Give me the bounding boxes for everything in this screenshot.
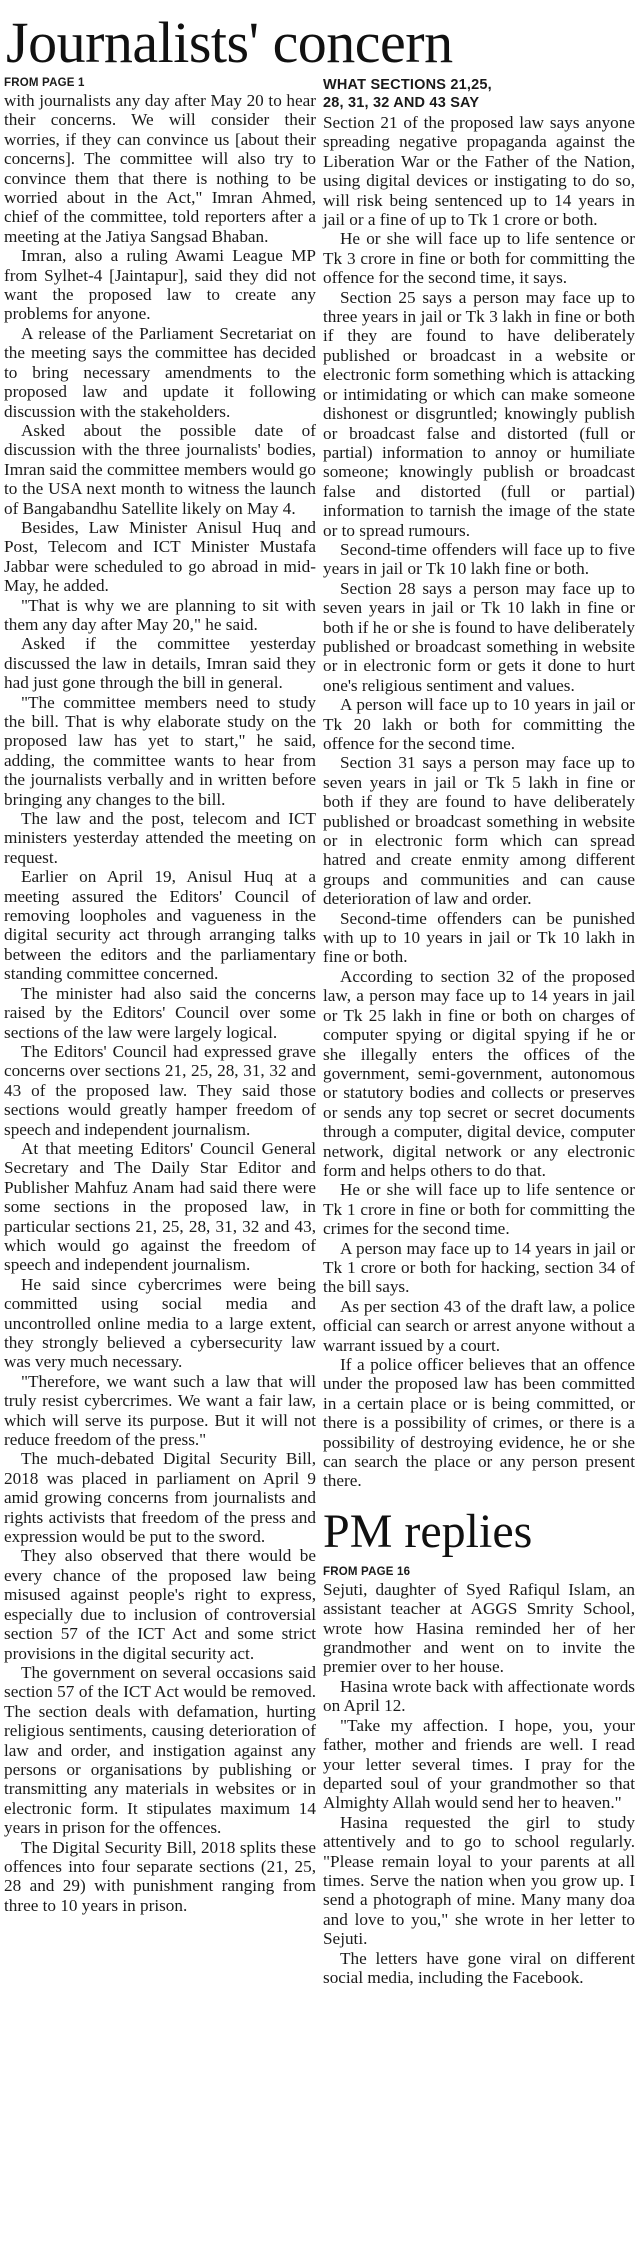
body-paragraph: "That is why we are planning to sit with them any day after May 20," he said. (4, 595, 316, 634)
sections-subhead-line: 28, 31, 32 AND 43 SAY (323, 95, 480, 111)
body-paragraph: The Editors' Council had expressed grave concerns over sections 21, 25, 28, 31, 32 and 43 of the proposed law. They said those sections would greatly hamper freedom of speech and independent journalism. (4, 1041, 316, 1139)
body-paragraph: The much-debated Digital Security Bill, 2018 was placed in parliament on April 9 amid growing concerns from journalists and rights activists that freedom of the press and expression would be put to the sword. (4, 1449, 316, 1547)
body-paragraph: Section 21 of the proposed law says anyone spreading negative propaganda against the Liberation War or the Father of the Nation, using digital devices or instigating to do so, will risk being sentenced up to 14 years in jail or a fine of up to Tk 1 crore or both. (323, 113, 635, 230)
body-paragraph: He or she will face up to life sentence or Tk 3 crore in fine or both for committing the offence for the second time, it says. (323, 229, 635, 288)
body-paragraph: Besides, Law Minister Anisul Huq and Post, Telecom and ICT Minister Mustafa Jabbar were scheduled to go abroad in mid-May, he added. (4, 517, 316, 596)
body-paragraph: The law and the post, telecom and ICT ministers yesterday attended the meeting on request. (4, 809, 316, 867)
body-paragraph: with journalists any day after May 20 to hear their concerns. We will consider their worries, if they can convince us [about their concerns]. The committee will also try to convince them that there is nothing to be worried about in the Act," Imran Ahmed, chief of the committee, told reporters after a meeting at the Jatiya Sangsad Bhaban. (4, 91, 316, 246)
body-paragraph: If a police officer believes that an offence under the proposed law has been committed in a certain place or is being committed, or there is a possibility of crimes, or there is a possibility of destroying evidence, he or she can search the place or any person present there. (323, 1355, 635, 1491)
body-paragraph: Sejuti, daughter of Syed Rafiqul Islam, an assistant teacher at AGGS Smrity School, wrote how Hasina reminded her of her grandmother and went on to invite the premier over to her house. (323, 1579, 635, 1677)
body-paragraph: They also observed that there would be every chance of the proposed law being misused against people's right to express, especially due to inclusion of controversial section 57 of the ICT Act and some strict provisions in the digital security act. (4, 1546, 316, 1663)
body-paragraph: The government on several occasions said section 57 of the ICT Act would be removed. The section deals with defamation, hurting religious sentiments, causing deterioration of law and order, and instigation against any persons or organisations by publishing or transmitting any materials in websites or in electronic form. It stipulates maximum 14 years in prison for the offences. (4, 1662, 316, 1838)
body-paragraph: The letters have gone viral on different social media, including the Facebook. (323, 1948, 635, 1987)
body-paragraph: A person may face up to 14 years in jail or Tk 1 crore or both for hacking, section 34 of the bill says. (323, 1238, 635, 1297)
body-paragraph: He said since cybercrimes were being committed using social media and uncontrolled online media to a large extent, they strongly believed a cybersecurity law was very much necessary. (4, 1274, 316, 1372)
right-column (323, 76, 635, 1987)
sections-subhead (323, 76, 635, 112)
body-paragraph: "Take my affection. I hope, you, your father, mother and friends are well. I read your letter several times. I pray for the departed soul of your grandmother so that Almighty Allah would send her to heaven." (323, 1715, 635, 1813)
article-headline: Journalists' concern (6, 10, 453, 75)
body-paragraph: Earlier on April 19, Anisul Huq at a meeting assured the Editors' Council of removing loopholes and vagueness in the digital security act through arranging talks between the editors and the parliamentary standing committee concerned. (4, 867, 316, 984)
body-paragraph: "The committee members need to study the bill. That is why elaborate study on the proposed law has yet to start," he said, adding, the committee wants to hear from the journalists verbally and in written before bringing any changes to the bill. (4, 692, 316, 809)
article-columns (4, 76, 635, 1987)
body-paragraph: As per section 43 of the draft law, a police official can search or arrest anyone without a warrant issued by a court. (323, 1296, 635, 1355)
sections-subhead-line: WHAT SECTIONS 21,25, (323, 77, 492, 93)
body-paragraph: According to section 32 of the proposed law, a person may face up to 14 years in jail or Tk 25 lakh in fine or both on charges of computer spying or digital spying if he or she illegally enters the offices of the government, semi-government, autonomous or statutory bodies and collects or preserves or sends any top secret or secret documents through a computer, digital device, computer network, digital network or any electronic form and helps others to do that. (323, 966, 635, 1180)
body-paragraph: At that meeting Editors' Council General Secretary and The Daily Star Editor and Publisher Mahfuz Anam had said there were some sections in the proposed law, in particular sections 21, 25, 28, 31, 32 and 43, which would go against the freedom of speech and independent journalism. (4, 1138, 316, 1275)
body-paragraph: Hasina requested the girl to study attentively and to go to school regularly. "Please remain loyal to your parents at all times. Serve the nation when you grow up. I send a photograph of mine. Many many doa and love to you," she wrote in her letter to Sejuti. (323, 1812, 635, 1949)
body-paragraph: Second-time offenders will face up to five years in jail or Tk 10 lakh fine or both. (323, 539, 635, 579)
body-paragraph: A person will face up to 10 years in jail or Tk 20 lakh or both for committing the offence for the second time. (323, 695, 635, 753)
pm-replies-article (323, 1504, 635, 1988)
left-column (4, 76, 316, 1987)
body-paragraph: Section 25 says a person may face up to three years in jail or Tk 3 lakh in fine or both if they are found to have deliberately published or broadcast in a website or electronic form something which is attacking or intimidating or which can make someone dishonest or disgruntled; knowingly publish or broadcast false and distorted (full or partial) information to annoy or humiliate someone; knowingly publish or broadcast false and distorted (full or partial) information to tarnish the image of the state or to spread rumours. (323, 287, 635, 540)
body-paragraph: Second-time offenders can be punished with up to 10 years in jail or Tk 10 lakh in fine or both. (323, 908, 635, 967)
body-paragraph: Asked about the possible date of discussion with the three journalists' bodies, Imran said the committee members would go to the USA next month to witness the launch of Bangabandhu Satellite likely on May 4. (4, 420, 316, 518)
body-paragraph: He or she will face up to life sentence or Tk 1 crore in fine or both for committing the crimes for the second time. (323, 1180, 635, 1239)
body-paragraph: "Therefore, we want such a law that will truly resist cybercrimes. We want a fair law, which will serve its purpose. But it will not reduce freedom of the press." (4, 1371, 316, 1450)
continued-from-label: FROM PAGE 1 (4, 77, 85, 89)
continued-from-label: FROM PAGE 16 (323, 1565, 411, 1578)
body-paragraph: Hasina wrote back with affectionate words on April 12. (323, 1676, 635, 1716)
newspaper-page (0, 10, 639, 2256)
body-paragraph: Imran, also a ruling Awami League MP from Sylhet-4 [Jaintapur], said they did not want the proposed law to create any problems for anyone. (4, 246, 316, 324)
body-paragraph: Section 28 says a person may face up to seven years in jail or Tk 10 lakh in fine or both if he or she is found to have deliberately published or broadcast something in website or in electronic form or gets it done to hurt one's religious sentiment and values. (323, 578, 635, 695)
pm-replies-headline: PM replies (323, 1504, 533, 1558)
body-paragraph: The Digital Security Bill, 2018 splits these offences into four separate sections (21, 25, 28 and 29) with punishment ranging from three to 10 years in prison. (4, 1837, 316, 1915)
body-paragraph: Asked if the committee yesterday discussed the law in details, Imran said they had just gone through the bill in general. (4, 634, 316, 693)
body-paragraph: Section 31 says a person may face up to seven years in jail or Tk 5 lakh in fine or both if they are found to have deliberately published or broadcast something in website or in electronic form which can spread hatred and create enmity among different groups and communities and can cause deterioration of law and order. (323, 753, 635, 909)
body-paragraph: The minister had also said the concerns raised by the Editors' Council over some sections of the law were largely logical. (4, 983, 316, 1042)
body-paragraph: A release of the Parliament Secretariat on the meeting says the committee has decided to bring necessary amendments to the proposed law and update it following discussion with the stakeholders. (4, 323, 316, 421)
